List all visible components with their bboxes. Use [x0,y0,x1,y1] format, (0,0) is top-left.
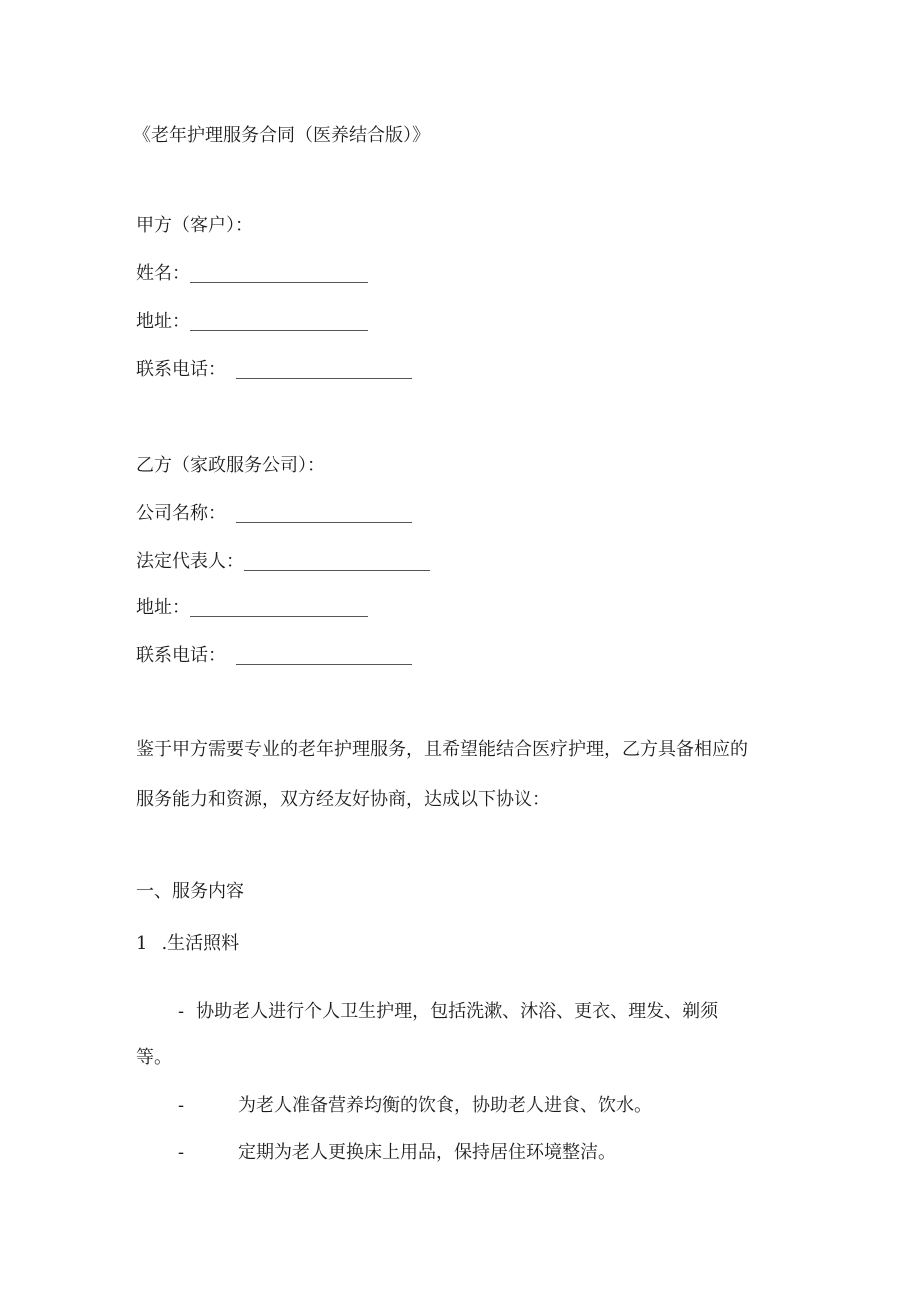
party-b-legal-rep-row [136,550,430,574]
preamble-line-1: 鉴于甲方需要专业的老年护理服务，且希望能结合医疗护理，乙方具备相应的 [136,739,748,760]
list-item-3 [178,1141,616,1165]
preamble-line-2: 服务能力和资源，双方经友好协商，达成以下协议： [136,789,550,810]
list-item-1-dash: - [178,1001,185,1022]
party-a-address-row [136,310,368,334]
party-a-name-row [136,262,368,286]
party-a-phone-label: 联系电话： [136,359,226,380]
subsection-1-number: 1 [136,933,148,954]
section-1-heading: 一、服务内容 [136,881,244,902]
party-b-company-label: 公司名称： [136,503,226,524]
list-item-2-text: 为老人准备营养均衡的饮食，协助老人进食、饮水。 [238,1095,652,1116]
party-a-name-label: 姓名： [136,263,190,284]
party-b-address-blank[interactable] [190,598,368,617]
party-b-company-row [136,502,412,526]
list-item-1-text: 协助老人进行个人卫生护理，包括洗漱、沐浴、更衣、理发、剃须 [196,1001,719,1022]
party-b-heading: 乙方（家政服务公司）： [136,455,325,476]
party-a-address-blank[interactable] [190,312,368,331]
party-a-address-label: 地址： [136,311,190,332]
party-b-address-row [136,596,368,620]
party-b-legal-rep-label: 法定代表人： [136,551,244,572]
party-a-phone-blank[interactable] [236,360,412,379]
party-b-address-label: 地址： [136,597,190,618]
list-item-3-text: 定期为老人更换床上用品，保持居住环境整洁。 [238,1142,616,1163]
party-a-phone-row [136,358,412,382]
party-b-legal-rep-blank[interactable] [244,552,430,571]
party-b-phone-row [136,644,412,668]
party-a-name-blank[interactable] [190,264,368,283]
party-b-phone-blank[interactable] [236,646,412,665]
party-b-company-blank[interactable] [236,504,412,523]
list-item-1 [178,1000,718,1024]
subsection-1-heading [136,932,239,956]
list-item-3-dash: - [178,1142,185,1163]
party-a-heading: 甲方（客户）： [136,215,253,236]
party-b-phone-label: 联系电话： [136,645,226,666]
subsection-1-title: .生活照料 [161,933,240,954]
list-item-2-dash: - [178,1095,185,1116]
list-item-2 [178,1094,652,1118]
document-title: 《老年护理服务合同（医养结合版）》 [133,125,430,146]
list-item-1-continuation: 等。 [136,1047,172,1068]
